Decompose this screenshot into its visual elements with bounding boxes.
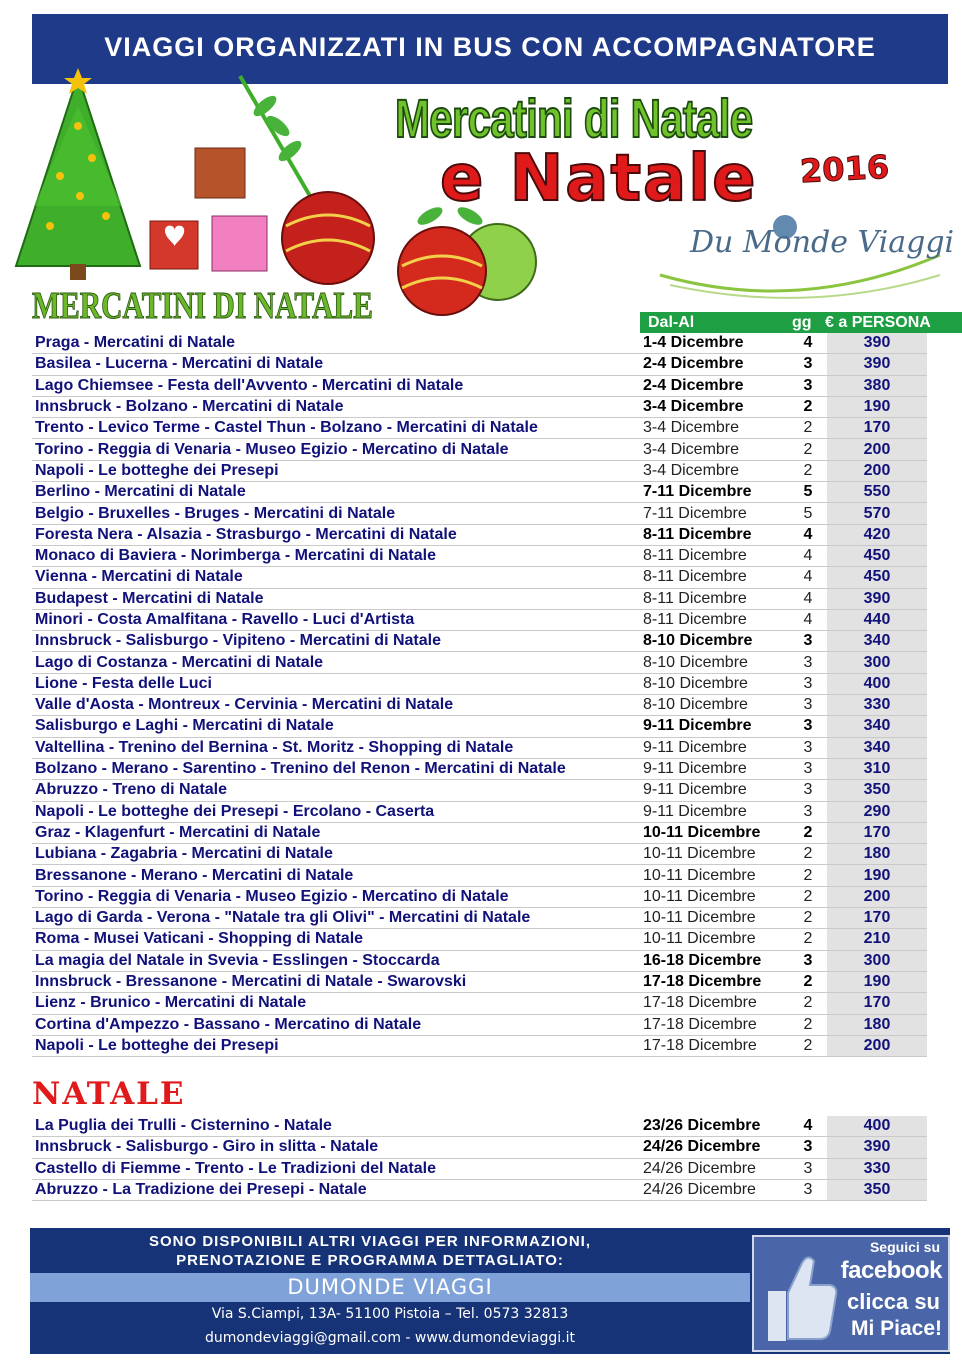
trip-destination: Napoli - Le botteghe dei Presepi - Ercolano - Caserta bbox=[32, 801, 643, 822]
table-row bbox=[32, 908, 927, 929]
trip-days: 3 bbox=[789, 1179, 827, 1200]
trip-destination: Belgio - Bruxelles - Bruges - Mercatini di Natale bbox=[32, 503, 643, 524]
table-row bbox=[32, 716, 927, 737]
trip-dates: 2-4 Dicembre bbox=[643, 354, 789, 375]
company-logo bbox=[650, 205, 955, 305]
trip-dates: 8-11 Dicembre bbox=[643, 567, 789, 588]
trip-dates: 23/26 Dicembre bbox=[643, 1116, 789, 1137]
footer-contacts[interactable]: dumondeviaggi@gmail.com - www.dumondeviaggi.it bbox=[204, 1330, 576, 1346]
trip-destination: Cortina d'Ampezzo - Bassano - Mercatino di Natale bbox=[32, 1014, 643, 1035]
column-header-days: gg bbox=[792, 314, 812, 331]
trip-days: 3 bbox=[789, 950, 827, 971]
trip-destination: Valtellina - Trenino del Bernina - St. Moritz - Shopping di Natale bbox=[32, 737, 643, 758]
trip-destination: Innsbruck - Bolzano - Mercatini di Natale bbox=[32, 396, 643, 417]
trip-price: 290 bbox=[827, 801, 927, 822]
trip-dates: 17-18 Dicembre bbox=[643, 1014, 789, 1035]
trip-days: 3 bbox=[789, 801, 827, 822]
trip-days: 3 bbox=[789, 375, 827, 396]
trip-destination: Graz - Klagenfurt - Mercatini di Natale bbox=[32, 822, 643, 843]
page-header: VIAGGI ORGANIZZATI IN BUS CON ACCOMPAGNATORE bbox=[32, 14, 948, 84]
trip-days: 2 bbox=[789, 418, 827, 439]
trip-price: 200 bbox=[827, 886, 927, 907]
trip-dates: 16-18 Dicembre bbox=[643, 950, 789, 971]
trip-price: 170 bbox=[827, 993, 927, 1014]
table-row bbox=[32, 780, 927, 801]
trip-dates: 9-11 Dicembre bbox=[643, 716, 789, 737]
table-row bbox=[32, 439, 927, 460]
trip-days: 2 bbox=[789, 1035, 827, 1056]
gift-icon bbox=[195, 148, 245, 198]
trip-days: 4 bbox=[789, 524, 827, 545]
table-row bbox=[32, 503, 927, 524]
trip-days: 2 bbox=[789, 844, 827, 865]
trip-destination: Innsbruck - Salisburgo - Giro in slitta - Natale bbox=[32, 1137, 643, 1158]
trip-days: 2 bbox=[789, 971, 827, 992]
trip-days: 3 bbox=[789, 758, 827, 779]
table-row bbox=[32, 1035, 927, 1056]
trip-destination: Innsbruck - Salisburgo - Vipiteno - Mercatini di Natale bbox=[32, 631, 643, 652]
trip-price: 170 bbox=[827, 908, 927, 929]
trip-dates: 8-10 Dicembre bbox=[643, 695, 789, 716]
trip-dates: 1-4 Dicembre bbox=[643, 333, 789, 354]
trip-dates: 10-11 Dicembre bbox=[643, 929, 789, 950]
trip-price: 170 bbox=[827, 418, 927, 439]
trip-days: 2 bbox=[789, 865, 827, 886]
table-row bbox=[32, 396, 927, 417]
table-row bbox=[32, 418, 927, 439]
trip-destination: La Puglia dei Trulli - Cisternino - Natale bbox=[32, 1116, 643, 1137]
table-row bbox=[32, 524, 927, 545]
trip-days: 3 bbox=[789, 737, 827, 758]
trip-price: 390 bbox=[827, 588, 927, 609]
trip-price: 180 bbox=[827, 1014, 927, 1035]
trip-days: 2 bbox=[789, 908, 827, 929]
trip-destination: Abruzzo - La Tradizione dei Presepi - Natale bbox=[32, 1179, 643, 1200]
trip-price: 300 bbox=[827, 652, 927, 673]
trip-days: 3 bbox=[789, 673, 827, 694]
trip-destination: Castello di Fiemme - Trento - Le Tradizioni del Natale bbox=[32, 1158, 643, 1179]
trip-price: 310 bbox=[827, 758, 927, 779]
table-row bbox=[32, 737, 927, 758]
trip-destination: Minori - Costa Amalfitana - Ravello - Luci d'Artista bbox=[32, 609, 643, 630]
trip-dates: 2-4 Dicembre bbox=[643, 375, 789, 396]
table-row bbox=[32, 1179, 927, 1200]
trip-days: 2 bbox=[789, 822, 827, 843]
section-title-natale: NATALE bbox=[32, 1076, 186, 1112]
footer-info-line2: PRENOTAZIONE E PROGRAMMA DETTAGLIATO: bbox=[176, 1252, 564, 1269]
table-row bbox=[32, 631, 927, 652]
trip-days: 3 bbox=[789, 631, 827, 652]
trip-price: 190 bbox=[827, 865, 927, 886]
trip-dates: 9-11 Dicembre bbox=[643, 780, 789, 801]
table-row bbox=[32, 1116, 927, 1137]
trip-price: 200 bbox=[827, 460, 927, 481]
table-row bbox=[32, 609, 927, 630]
trip-dates: 17-18 Dicembre bbox=[643, 971, 789, 992]
table-row bbox=[32, 929, 927, 950]
trip-days: 4 bbox=[789, 333, 827, 354]
trip-destination: Trento - Levico Terme - Castel Thun - Bolzano - Mercatini di Natale bbox=[32, 418, 643, 439]
column-header-price: € a PERSONA bbox=[825, 314, 931, 331]
trip-price: 400 bbox=[827, 1116, 927, 1137]
trip-days: 3 bbox=[789, 1158, 827, 1179]
trip-dates: 3-4 Dicembre bbox=[643, 396, 789, 417]
trip-price: 390 bbox=[827, 354, 927, 375]
trip-destination: Foresta Nera - Alsazia - Strasburgo - Mercatini di Natale bbox=[32, 524, 643, 545]
trip-price: 170 bbox=[827, 822, 927, 843]
trip-price: 200 bbox=[827, 439, 927, 460]
mercatini-table bbox=[32, 333, 927, 1057]
table-row bbox=[32, 822, 927, 843]
trip-dates: 24/26 Dicembre bbox=[643, 1179, 789, 1200]
facebook-line3: clicca su bbox=[847, 1289, 940, 1314]
trip-destination: Basilea - Lucerna - Mercatini di Natale bbox=[32, 354, 643, 375]
trip-days: 3 bbox=[789, 652, 827, 673]
trip-dates: 9-11 Dicembre bbox=[643, 801, 789, 822]
trip-destination: Lago Chiemsee - Festa dell'Avvento - Mercatini di Natale bbox=[32, 375, 643, 396]
table-row bbox=[32, 695, 927, 716]
trip-destination: Berlino - Mercatini di Natale bbox=[32, 482, 643, 503]
table-row bbox=[32, 460, 927, 481]
trip-dates: 10-11 Dicembre bbox=[643, 908, 789, 929]
logo-text: Du Monde Viaggi bbox=[690, 225, 955, 260]
trip-dates: 8-11 Dicembre bbox=[643, 588, 789, 609]
trip-destination: Lienz - Brunico - Mercatini di Natale bbox=[32, 993, 643, 1014]
trip-destination: Roma - Musei Vaticani - Shopping di Natale bbox=[32, 929, 643, 950]
trip-destination: Lago di Costanza - Mercatini di Natale bbox=[32, 652, 643, 673]
trip-destination: Napoli - Le botteghe dei Presepi bbox=[32, 1035, 643, 1056]
trip-price: 390 bbox=[827, 1137, 927, 1158]
trip-dates: 3-4 Dicembre bbox=[643, 439, 789, 460]
trip-destination: Napoli - Le botteghe dei Presepi bbox=[32, 460, 643, 481]
trip-days: 2 bbox=[789, 929, 827, 950]
trip-price: 450 bbox=[827, 545, 927, 566]
trip-destination: Innsbruck - Bressanone - Mercatini di Natale - Swarovski bbox=[32, 971, 643, 992]
trip-dates: 10-11 Dicembre bbox=[643, 865, 789, 886]
table-row bbox=[32, 758, 927, 779]
facebook-line1: Seguici su bbox=[869, 1239, 940, 1255]
thumbs-up-icon bbox=[758, 1241, 838, 1351]
trip-price: 200 bbox=[827, 1035, 927, 1056]
trip-days: 3 bbox=[789, 695, 827, 716]
table-row bbox=[32, 652, 927, 673]
trip-price: 180 bbox=[827, 844, 927, 865]
trip-destination: Lione - Festa delle Luci bbox=[32, 673, 643, 694]
table-row bbox=[32, 545, 927, 566]
trip-destination: Vienna - Mercatini di Natale bbox=[32, 567, 643, 588]
trip-destination: Lago di Garda - Verona - "Natale tra gli Olivi" - Mercatini di Natale bbox=[32, 908, 643, 929]
table-row bbox=[32, 1014, 927, 1035]
trip-price: 570 bbox=[827, 503, 927, 524]
trip-dates: 8-11 Dicembre bbox=[643, 524, 789, 545]
trip-price: 210 bbox=[827, 929, 927, 950]
trip-dates: 24/26 Dicembre bbox=[643, 1137, 789, 1158]
poster-title-line2: e Natale bbox=[440, 142, 758, 216]
trip-dates: 3-4 Dicembre bbox=[643, 418, 789, 439]
trip-dates: 8-11 Dicembre bbox=[643, 545, 789, 566]
trip-destination: Praga - Mercatini di Natale bbox=[32, 333, 643, 354]
trip-destination: Salisburgo e Laghi - Mercatini di Natale bbox=[32, 716, 643, 737]
table-row bbox=[32, 993, 927, 1014]
trip-dates: 9-11 Dicembre bbox=[643, 758, 789, 779]
table-row bbox=[32, 354, 927, 375]
trip-price: 330 bbox=[827, 1158, 927, 1179]
section-title-mercatini: MERCATINI DI NATALE bbox=[32, 285, 373, 327]
trip-destination: Valle d'Aosta - Montreux - Cervinia - Mercatini di Natale bbox=[32, 695, 643, 716]
trip-price: 550 bbox=[827, 482, 927, 503]
trip-price: 390 bbox=[827, 333, 927, 354]
column-header-dates: Dal-Al bbox=[648, 314, 695, 331]
footer-address: Via S.Ciampi, 13A- 51100 Pistoia – Tel. 0573 32813 bbox=[211, 1306, 569, 1322]
trip-days: 2 bbox=[789, 993, 827, 1014]
trip-days: 5 bbox=[789, 503, 827, 524]
trip-days: 4 bbox=[789, 1116, 827, 1137]
trip-destination: Torino - Reggia di Venaria - Museo Egizio - Mercatino di Natale bbox=[32, 886, 643, 907]
trip-days: 4 bbox=[789, 588, 827, 609]
table-row bbox=[32, 588, 927, 609]
facebook-line4: Mi Piace! bbox=[850, 1317, 942, 1340]
trip-price: 300 bbox=[827, 950, 927, 971]
poster-title-line1: Mercatini di Natale bbox=[395, 89, 753, 149]
table-row bbox=[32, 801, 927, 822]
trip-dates: 8-10 Dicembre bbox=[643, 673, 789, 694]
trip-destination: Lubiana - Zagabria - Mercatini di Natale bbox=[32, 844, 643, 865]
trip-destination: Monaco di Baviera - Norimberga - Mercatini di Natale bbox=[32, 545, 643, 566]
trip-price: 330 bbox=[827, 695, 927, 716]
table-row bbox=[32, 886, 927, 907]
table-header bbox=[640, 312, 962, 333]
natale-table bbox=[32, 1116, 927, 1201]
trip-price: 340 bbox=[827, 716, 927, 737]
table-row bbox=[32, 950, 927, 971]
trip-dates: 24/26 Dicembre bbox=[643, 1158, 789, 1179]
trip-dates: 17-18 Dicembre bbox=[643, 1035, 789, 1056]
trip-days: 2 bbox=[789, 1014, 827, 1035]
bauble-icon bbox=[282, 192, 374, 284]
trip-destination: La magia del Natale in Svevia - Esslingen - Stoccarda bbox=[32, 950, 643, 971]
trip-days: 4 bbox=[789, 609, 827, 630]
trip-dates: 17-18 Dicembre bbox=[643, 993, 789, 1014]
trip-days: 3 bbox=[789, 1137, 827, 1158]
trip-destination: Torino - Reggia di Venaria - Museo Egizio - Mercatino di Natale bbox=[32, 439, 643, 460]
trip-dates: 8-10 Dicembre bbox=[643, 652, 789, 673]
trip-dates: 8-10 Dicembre bbox=[643, 631, 789, 652]
trip-destination: Abruzzo - Treno di Natale bbox=[32, 780, 643, 801]
trip-dates: 7-11 Dicembre bbox=[643, 503, 789, 524]
trip-days: 3 bbox=[789, 354, 827, 375]
trip-price: 420 bbox=[827, 524, 927, 545]
table-row bbox=[32, 567, 927, 588]
trip-price: 350 bbox=[827, 780, 927, 801]
trip-dates: 8-11 Dicembre bbox=[643, 609, 789, 630]
table-row bbox=[32, 844, 927, 865]
trip-price: 400 bbox=[827, 673, 927, 694]
trip-days: 2 bbox=[789, 886, 827, 907]
trip-destination: Bressanone - Merano - Mercatini di Natale bbox=[32, 865, 643, 886]
trip-dates: 7-11 Dicembre bbox=[643, 482, 789, 503]
trip-dates: 10-11 Dicembre bbox=[643, 886, 789, 907]
trip-dates: 10-11 Dicembre bbox=[643, 822, 789, 843]
trip-price: 190 bbox=[827, 396, 927, 417]
footer-agency-name: DUMONDE VIAGGI bbox=[30, 1273, 750, 1302]
trip-price: 350 bbox=[827, 1179, 927, 1200]
trip-days: 2 bbox=[789, 439, 827, 460]
table-row bbox=[32, 333, 927, 354]
trip-days: 5 bbox=[789, 482, 827, 503]
footer-info-line1: SONO DISPONIBILI ALTRI VIAGGI PER INFORMAZIONI, bbox=[148, 1233, 591, 1250]
trip-days: 3 bbox=[789, 780, 827, 801]
trip-price: 340 bbox=[827, 737, 927, 758]
trip-price: 190 bbox=[827, 971, 927, 992]
table-row bbox=[32, 375, 927, 396]
trip-destination: Budapest - Mercatini di Natale bbox=[32, 588, 643, 609]
trip-days: 2 bbox=[789, 460, 827, 481]
trip-dates: 3-4 Dicembre bbox=[643, 460, 789, 481]
table-row bbox=[32, 673, 927, 694]
trip-days: 4 bbox=[789, 545, 827, 566]
trip-price: 380 bbox=[827, 375, 927, 396]
trip-days: 3 bbox=[789, 716, 827, 737]
trip-dates: 9-11 Dicembre bbox=[643, 737, 789, 758]
trip-price: 450 bbox=[827, 567, 927, 588]
table-row bbox=[32, 1137, 927, 1158]
trip-destination: Bolzano - Merano - Sarentino - Trenino del Renon - Mercatini di Natale bbox=[32, 758, 643, 779]
facebook-line2: facebook bbox=[840, 1257, 942, 1284]
table-row bbox=[32, 971, 927, 992]
trip-price: 440 bbox=[827, 609, 927, 630]
footer-info bbox=[0, 1232, 740, 1270]
poster-year: 2016 bbox=[799, 147, 890, 191]
trip-days: 4 bbox=[789, 567, 827, 588]
trip-days: 2 bbox=[789, 396, 827, 417]
trip-dates: 10-11 Dicembre bbox=[643, 844, 789, 865]
table-row bbox=[32, 1158, 927, 1179]
table-row bbox=[32, 865, 927, 886]
table-row bbox=[32, 482, 927, 503]
trip-price: 340 bbox=[827, 631, 927, 652]
facebook-like-badge[interactable] bbox=[752, 1235, 950, 1352]
